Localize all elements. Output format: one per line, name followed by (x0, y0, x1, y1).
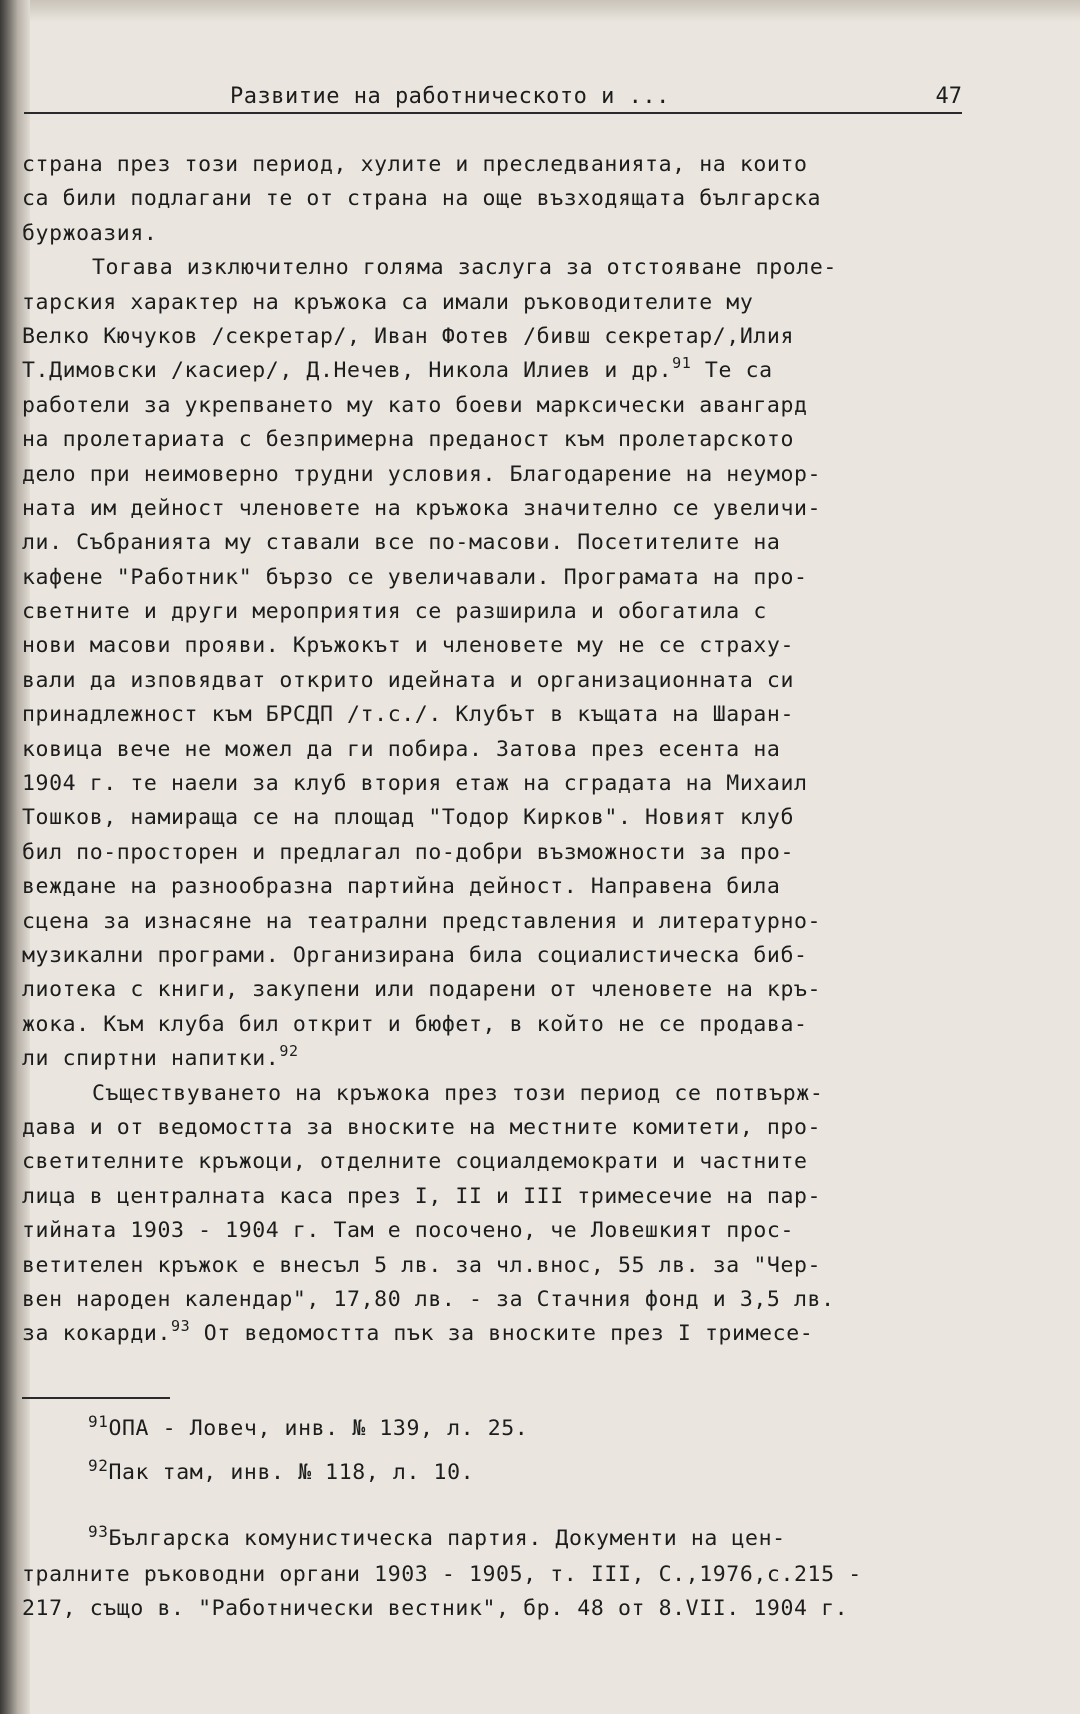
body-line (22, 1283, 972, 1317)
body-line (22, 905, 972, 939)
body-line-text: сцена за изнасяне на театрални представления и литературно- (22, 908, 822, 934)
body-line-text: ветителен кръжок е внесъл 5 лв. за чл.внос, 55 лв. за "Чер- (22, 1252, 822, 1278)
body-line-text: веждане на разнообразна партийна дейност. Направена била (22, 874, 781, 900)
body-line (22, 217, 972, 251)
body-line-text: Тогава изключително голяма заслуга за отстояване проле- (92, 255, 837, 281)
body-line (22, 698, 972, 732)
footnote-92-mark: 92 (88, 1456, 109, 1475)
footnote-93-line-1: Българска комунистическа партия. Документи на цен- (108, 1526, 786, 1551)
body-line (22, 182, 972, 216)
body-line (22, 870, 972, 904)
body-line-text: буржоазия. (22, 220, 158, 246)
footnote-92-text: Пак там, инв. № 118, л. 10. (108, 1460, 475, 1485)
footnote-93-line-2: тралните ръководни органи 1903 - 1905, т. III, С.,1976,с.215 - (22, 1562, 862, 1587)
body-line (22, 492, 972, 526)
body-line-text: ната им дейност членовете на кръжока значително се увеличи- (22, 495, 822, 521)
body-line-text: Велко Кючуков /секретар/, Иван Фотев /бивш секретар/,Илия (22, 323, 795, 349)
body-line (22, 1008, 972, 1042)
body-line-text: принадлежност към БРСДП /т.с./. Клубът в къщата на Шаран- (22, 702, 795, 728)
body-line-text: лиотека с книги, закупени или подарени от членовете на кръ- (22, 977, 822, 1003)
body-line (22, 251, 972, 285)
body-line-text: работели за укрепването му като боеви марксически авангард (22, 392, 808, 418)
body-line-text: тарския характер на кръжока са имали ръководителите му (22, 289, 754, 315)
body-line-text: вали да изповядват открито идейната и организационната си (22, 667, 795, 693)
footnote-91-text: ОПА - Ловеч, инв. № 139, л. 25. (108, 1416, 529, 1441)
body-line (22, 389, 972, 423)
footnote-92 (88, 1456, 474, 1485)
body-line-text: ли. Събранията му ставали все по-масови. Посетителите на (22, 530, 781, 556)
body-line-text: вен народен календар", 17,80 лв. - за Стачния фонд и 3,5 лв. (22, 1286, 835, 1312)
body-line (22, 1077, 972, 1111)
body-line-text: музикални програми. Организирана била социалистическа биб- (22, 942, 808, 968)
body-line (22, 1111, 972, 1145)
footnote-91 (88, 1412, 528, 1441)
body-line-text: Тошков, намираща се на площад "Тодор Кирков". Новият клуб (22, 805, 795, 831)
body-line (22, 595, 972, 629)
body-line-continuation: От ведомостта пък за вноските през I тримесе- (190, 1321, 814, 1347)
footnote-93 (88, 1522, 786, 1551)
body-line (22, 1042, 972, 1076)
footnote-reference: 93 (171, 1317, 191, 1336)
body-line (22, 801, 972, 835)
header-rule (24, 112, 962, 114)
body-line-text: тийната 1903 - 1904 г. Там е посочено, че Ловешкият прос- (22, 1218, 795, 1244)
footnote-91-mark: 91 (88, 1412, 109, 1431)
body-line (22, 1214, 972, 1248)
body-line (22, 767, 972, 801)
body-line (22, 286, 972, 320)
body-line-text: бил по-просторен и предлагал по-добри възможности за про- (22, 839, 795, 865)
running-header (24, 84, 962, 114)
footnote-reference: 91 (672, 354, 692, 373)
body-line-continuation: Те са (691, 358, 773, 384)
body-line-text: лица в централната каса през I, II и III тримесечие на пар- (22, 1183, 822, 1209)
body-line-text: светните и други мероприятия се разширила и обогатила с (22, 599, 767, 625)
body-line-text: нови масови прояви. Кръжокът и членовете му не се страху- (22, 633, 795, 659)
body-line-text: светителните кръжоци, отделните социалдемократи и частните (22, 1149, 808, 1175)
footnote-reference: 92 (279, 1042, 299, 1061)
body-line (22, 354, 972, 388)
body-line-text: дава и от ведомостта за вноските на местните комитети, про- (22, 1114, 822, 1140)
body-line (22, 629, 972, 663)
page-top-shadow (0, 0, 1080, 22)
body-line-text: кафене "Работник" бързо се увеличавали. Програмата на про- (22, 564, 808, 590)
body-line-text: жока. Към клуба бил открит и бюфет, в който не се продава- (22, 1011, 808, 1037)
body-line-text: на пролетариата с безпримерна преданост към пролетарското (22, 427, 795, 453)
body-line-text: ковица вече не можел да ги побира. Затова през есента на (22, 736, 781, 762)
footnote-93-line-3: 217, също в. "Работнически вестник", бр. 48 от 8.VII. 1904 г. (22, 1596, 849, 1621)
body-line-text: страна през този период, хулите и преследванията, на които (22, 152, 808, 177)
body-line (22, 526, 972, 560)
body-line (22, 1180, 972, 1214)
page-number: 47 (935, 84, 962, 109)
body-line (22, 664, 972, 698)
body-line-text: 1904 г. те наели за клуб втория етаж на сградата на Михаил (22, 771, 808, 797)
body-line (22, 1249, 972, 1283)
body-line (22, 973, 972, 1007)
body-line (22, 1145, 972, 1179)
body-text (22, 148, 972, 1352)
body-line (22, 458, 972, 492)
body-line (22, 733, 972, 767)
body-line-text: Съществуването на кръжока през този период се потвърж- (92, 1080, 824, 1106)
body-line (22, 561, 972, 595)
body-line (22, 836, 972, 870)
running-title: Развитие на работническото и ... (230, 84, 670, 109)
footnote-93-mark: 93 (88, 1522, 109, 1541)
body-line-text: дело при неимоверно трудни условия. Благодарение на неумор- (22, 461, 822, 487)
body-line-text: ли спиртни напитки. (22, 1046, 280, 1072)
body-line (22, 939, 972, 973)
body-line (22, 423, 972, 457)
body-line-text: Т.Димовски /касиер/, Д.Нечев, Никола Илиев и др. (22, 358, 673, 384)
body-line (22, 148, 972, 182)
body-line (22, 320, 972, 354)
body-line-text: са били подлагани те от страна на още възходящата българска (22, 186, 822, 212)
footnote-separator (22, 1397, 170, 1399)
body-line (22, 1317, 972, 1351)
body-line-text: за кокарди. (22, 1321, 171, 1347)
